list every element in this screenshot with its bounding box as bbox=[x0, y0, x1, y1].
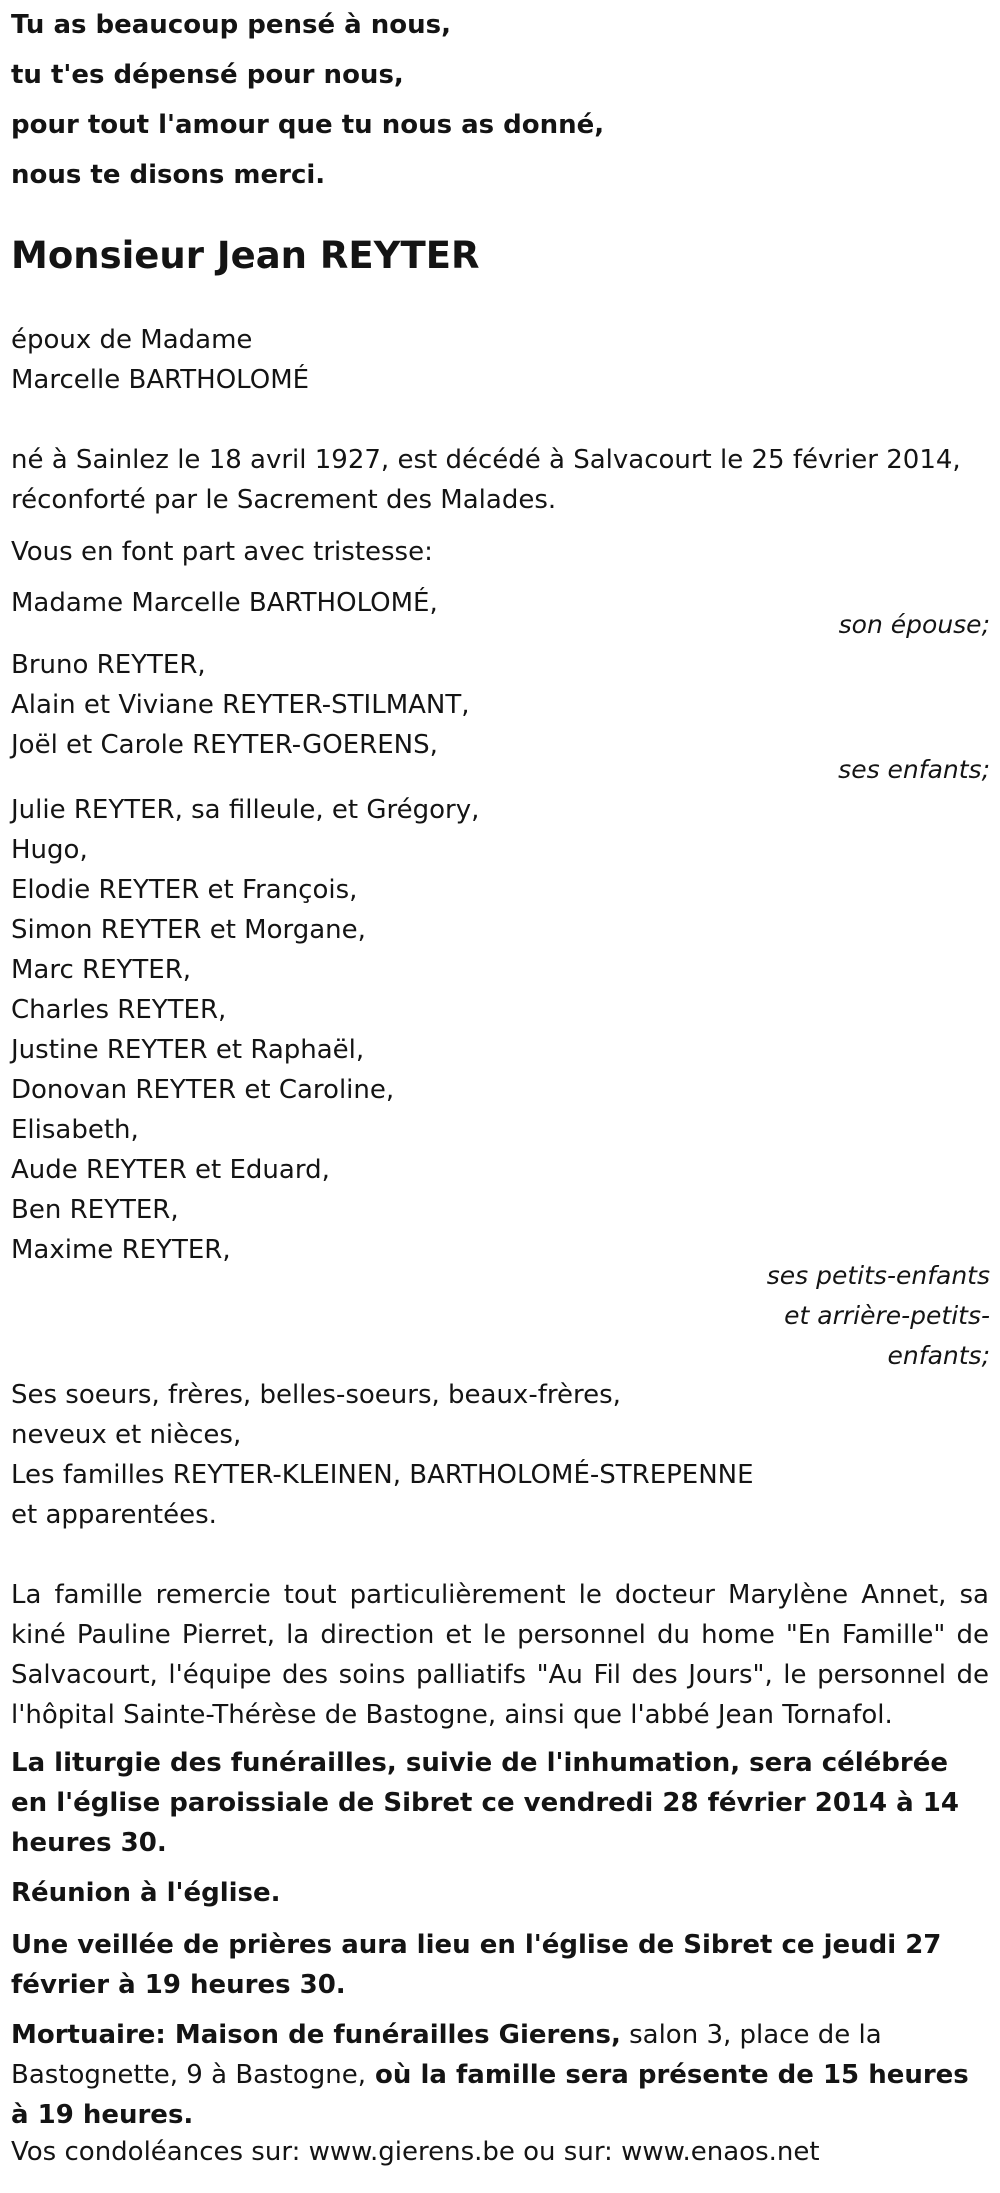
list-item: Elisabeth, bbox=[11, 1115, 139, 1145]
list-item: Elodie REYTER et François, bbox=[11, 875, 358, 905]
family-line: Les familles REYTER-KLEINEN, BARTHOLOMÉ-STREPENNE bbox=[11, 1460, 754, 1490]
deceased-name-title: Monsieur Jean REYTER bbox=[11, 234, 480, 277]
spouse-info bbox=[11, 320, 309, 400]
wife-role: son épouse; bbox=[838, 610, 990, 639]
poem bbox=[11, 0, 604, 200]
list-item: Ben REYTER, bbox=[11, 1195, 179, 1225]
role-line: enfants; bbox=[887, 1341, 990, 1370]
wife-name: Madame Marcelle BARTHOLOMÉ, bbox=[11, 588, 438, 618]
condolences-line: Vos condoléances sur: www.gierens.be ou sur: www.enaos.net bbox=[11, 2137, 820, 2167]
list-item: Alain et Viviane REYTER-STILMANT, bbox=[11, 690, 470, 720]
role-line: et arrière-petits- bbox=[784, 1301, 990, 1330]
grandchildren-role bbox=[767, 1256, 990, 1376]
extended-family bbox=[11, 1375, 754, 1535]
list-item: Simon REYTER et Morgane, bbox=[11, 915, 366, 945]
list-item: Charles REYTER, bbox=[11, 995, 227, 1025]
meeting-note: Réunion à l'église. bbox=[11, 1878, 281, 1908]
birth-line: réconforté par le Sacrement des Malades. bbox=[11, 485, 557, 515]
vigil-paragraph: Une veillée de prières aura lieu en l'église de Sibret ce jeudi 27 février à 19 heures 30. bbox=[11, 1930, 942, 2000]
list-item: Maxime REYTER, bbox=[11, 1235, 231, 1265]
birth-death-info bbox=[11, 440, 961, 520]
list-item: Hugo, bbox=[11, 835, 88, 865]
poem-line: Tu as beaucoup pensé à nous, bbox=[11, 10, 452, 40]
liturgy-paragraph: La liturgie des funérailles, suivie de l'inhumation, sera célébrée en l'église paroissiale de Sibret ce vendredi 28 février 2014 à 14 heures 30. bbox=[11, 1748, 959, 1858]
poem-line: tu t'es dépensé pour nous, bbox=[11, 60, 404, 90]
family-line: et apparentées. bbox=[11, 1500, 217, 1530]
list-item: Joël et Carole REYTER-GOERENS, bbox=[11, 730, 438, 760]
list-item: Aude REYTER et Eduard, bbox=[11, 1155, 330, 1185]
thanks-paragraph: La famille remercie tout particulièrement le docteur Marylène Annet, sa kiné Pauline Pierret, la direction et le personnel du home "En Famille" de Salvacourt, l'équipe des soins palliatifs "Au Fil des Jours", le personnel de l'hôpital Sainte-Thérèse de Bastogne, ainsi que l'abbé Jean Tornafol. bbox=[11, 1580, 989, 1730]
list-item: Marc REYTER, bbox=[11, 955, 192, 985]
family-line: neveux et nièces, bbox=[11, 1420, 242, 1450]
role-line: ses petits-enfants bbox=[766, 1261, 990, 1290]
list-item: Justine REYTER et Raphaël, bbox=[11, 1035, 365, 1065]
mortuary-presence: où la famille sera présente de 15 heures à 19 heures. bbox=[11, 2060, 969, 2130]
spouse-line: époux de Madame bbox=[11, 325, 253, 355]
children-list bbox=[11, 645, 470, 765]
mortuary-paragraph bbox=[11, 2015, 991, 2135]
list-item: Donovan REYTER et Caroline, bbox=[11, 1075, 395, 1105]
spouse-line: Marcelle BARTHOLOMÉ bbox=[11, 365, 310, 395]
list-item: Julie REYTER, sa filleule, et Grégory, bbox=[11, 795, 480, 825]
children-role: ses enfants; bbox=[838, 755, 990, 784]
family-line: Ses soeurs, frères, belles-soeurs, beaux-frères, bbox=[11, 1380, 621, 1410]
list-item: Bruno REYTER, bbox=[11, 650, 206, 680]
poem-line: nous te disons merci. bbox=[11, 160, 326, 190]
mortuary-label: Mortuaire: Maison de funérailles Gierens, bbox=[11, 2020, 621, 2050]
mortuary-address: salon 3, place de la Bastognette, 9 à Bastogne, bbox=[11, 2020, 882, 2090]
poem-line: pour tout l'amour que tu nous as donné, bbox=[11, 110, 605, 140]
birth-line: né à Sainlez le 18 avril 1927, est décédé à Salvacourt le 25 février 2014, bbox=[11, 445, 961, 475]
announcement-intro: Vous en font part avec tristesse: bbox=[11, 537, 433, 567]
grandchildren-list bbox=[11, 790, 479, 1270]
